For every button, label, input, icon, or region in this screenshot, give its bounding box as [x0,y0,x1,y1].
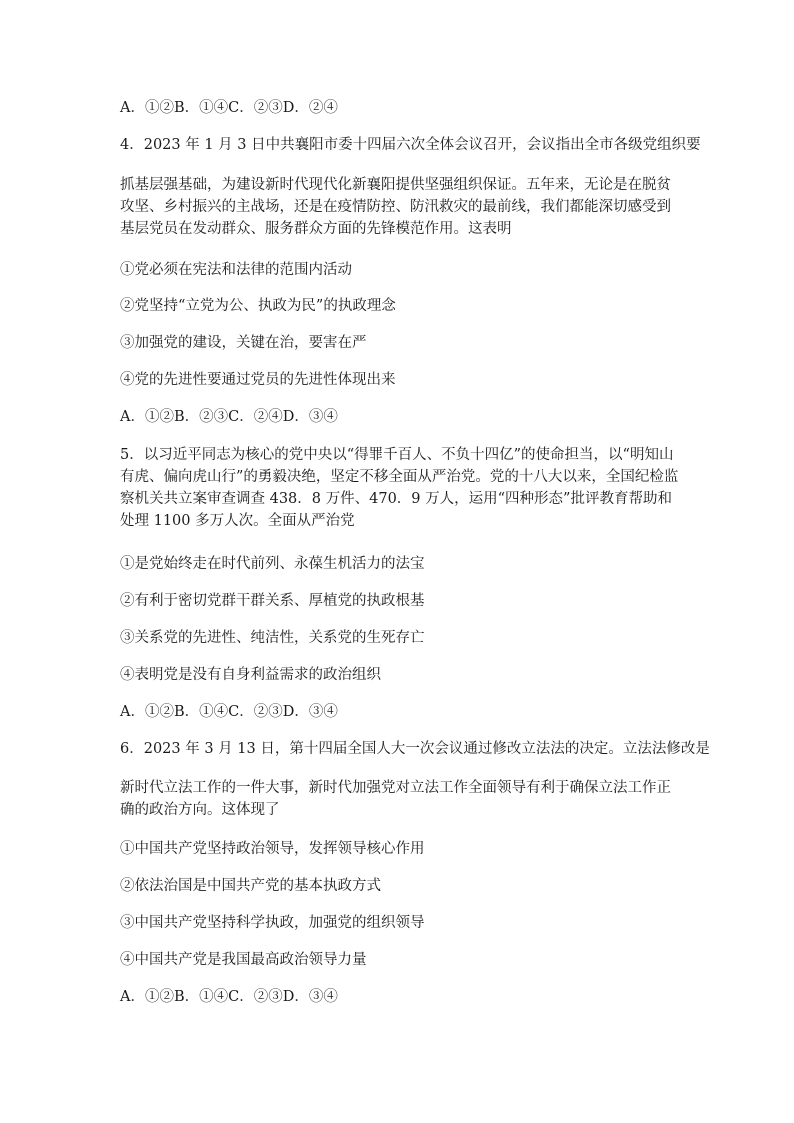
q6-stem-body: 新时代立法工作的一件大事，新时代加强党对立法工作全面领导有利于确保立法工作正确的政治方向。这体现了 [120,780,671,818]
q4-option-1: ①党必须在宪法和法律的范围内活动 [120,262,352,278]
q6-answer-choices: A．①②B．①④C．②③D．③④ [120,989,338,1005]
q4-option-4: ④党的先进性要通过党员的先进性体现出来 [120,372,396,388]
q4-answer-choices: A．①②B．②③C．②④D．③④ [120,409,338,425]
q6-option-1: ①中国共产党坚持政治领导，发挥领导核心作用 [120,841,425,857]
q5-stem: 5．以习近平同志为核心的党中央以“得罪千百人、不负十四亿”的使命担当，以“明知山有虎、偏向虎山行”的勇毅决绝，坚定不移全面从严治党。党的十八大以来，全国纪检监察机关共立案审查调查 438．8 万件、470．9 万人，运用“四种形态”批评教育帮助和处理 1100 多万人次。全面从严治党 [120,447,679,529]
q6-option-2: ②依法治国是中国共产党的基本执政方式 [120,878,381,894]
q3-answer-choices: A．①②B．①④C．②③D．②④ [120,100,338,116]
q4-stem-first-line: 4．2023 年 1 月 3 日中共襄阳市委十四届六次全体会议召开，会议指出全市各级党组织要 [120,137,701,153]
q5-option-2: ②有利于密切党群干群关系、厚植党的执政根基 [120,593,425,609]
q4-stem-body: 抓基层强基础，为建设新时代现代化新襄阳提供坚强组织保证。五年来，无论是在脱贫攻坚、乡村振兴的主战场，还是在疫情防控、防汛救灾的最前线，我们都能深切感受到基层党员在发动群众、服务群众方面的先锋模范作用。这表明 [120,177,671,237]
q5-option-4: ④表明党是没有自身利益需求的政治组织 [120,667,381,683]
q6-option-4: ④中国共产党是我国最高政治领导力量 [120,952,367,968]
q5-answer-choices: A．①②B．①④C．②③D．③④ [120,704,338,720]
q5-option-3: ③关系党的先进性、纯洁性，关系党的生死存亡 [120,630,425,646]
q6-stem-first-line: 6．2023 年 3 月 13 日，第十四届全国人大一次会议通过修改立法法的决定。立法法修改是 [120,741,710,757]
q5-option-1: ①是党始终走在时代前列、永葆生机活力的法宝 [120,556,425,572]
q4-option-3: ③加强党的建设，关键在治，要害在严 [120,335,367,351]
q6-option-3: ③中国共产党坚持科学执政，加强党的组织领导 [120,915,425,931]
q4-option-2: ②党坚持“立党为公、执政为民”的执政理念 [120,298,396,314]
